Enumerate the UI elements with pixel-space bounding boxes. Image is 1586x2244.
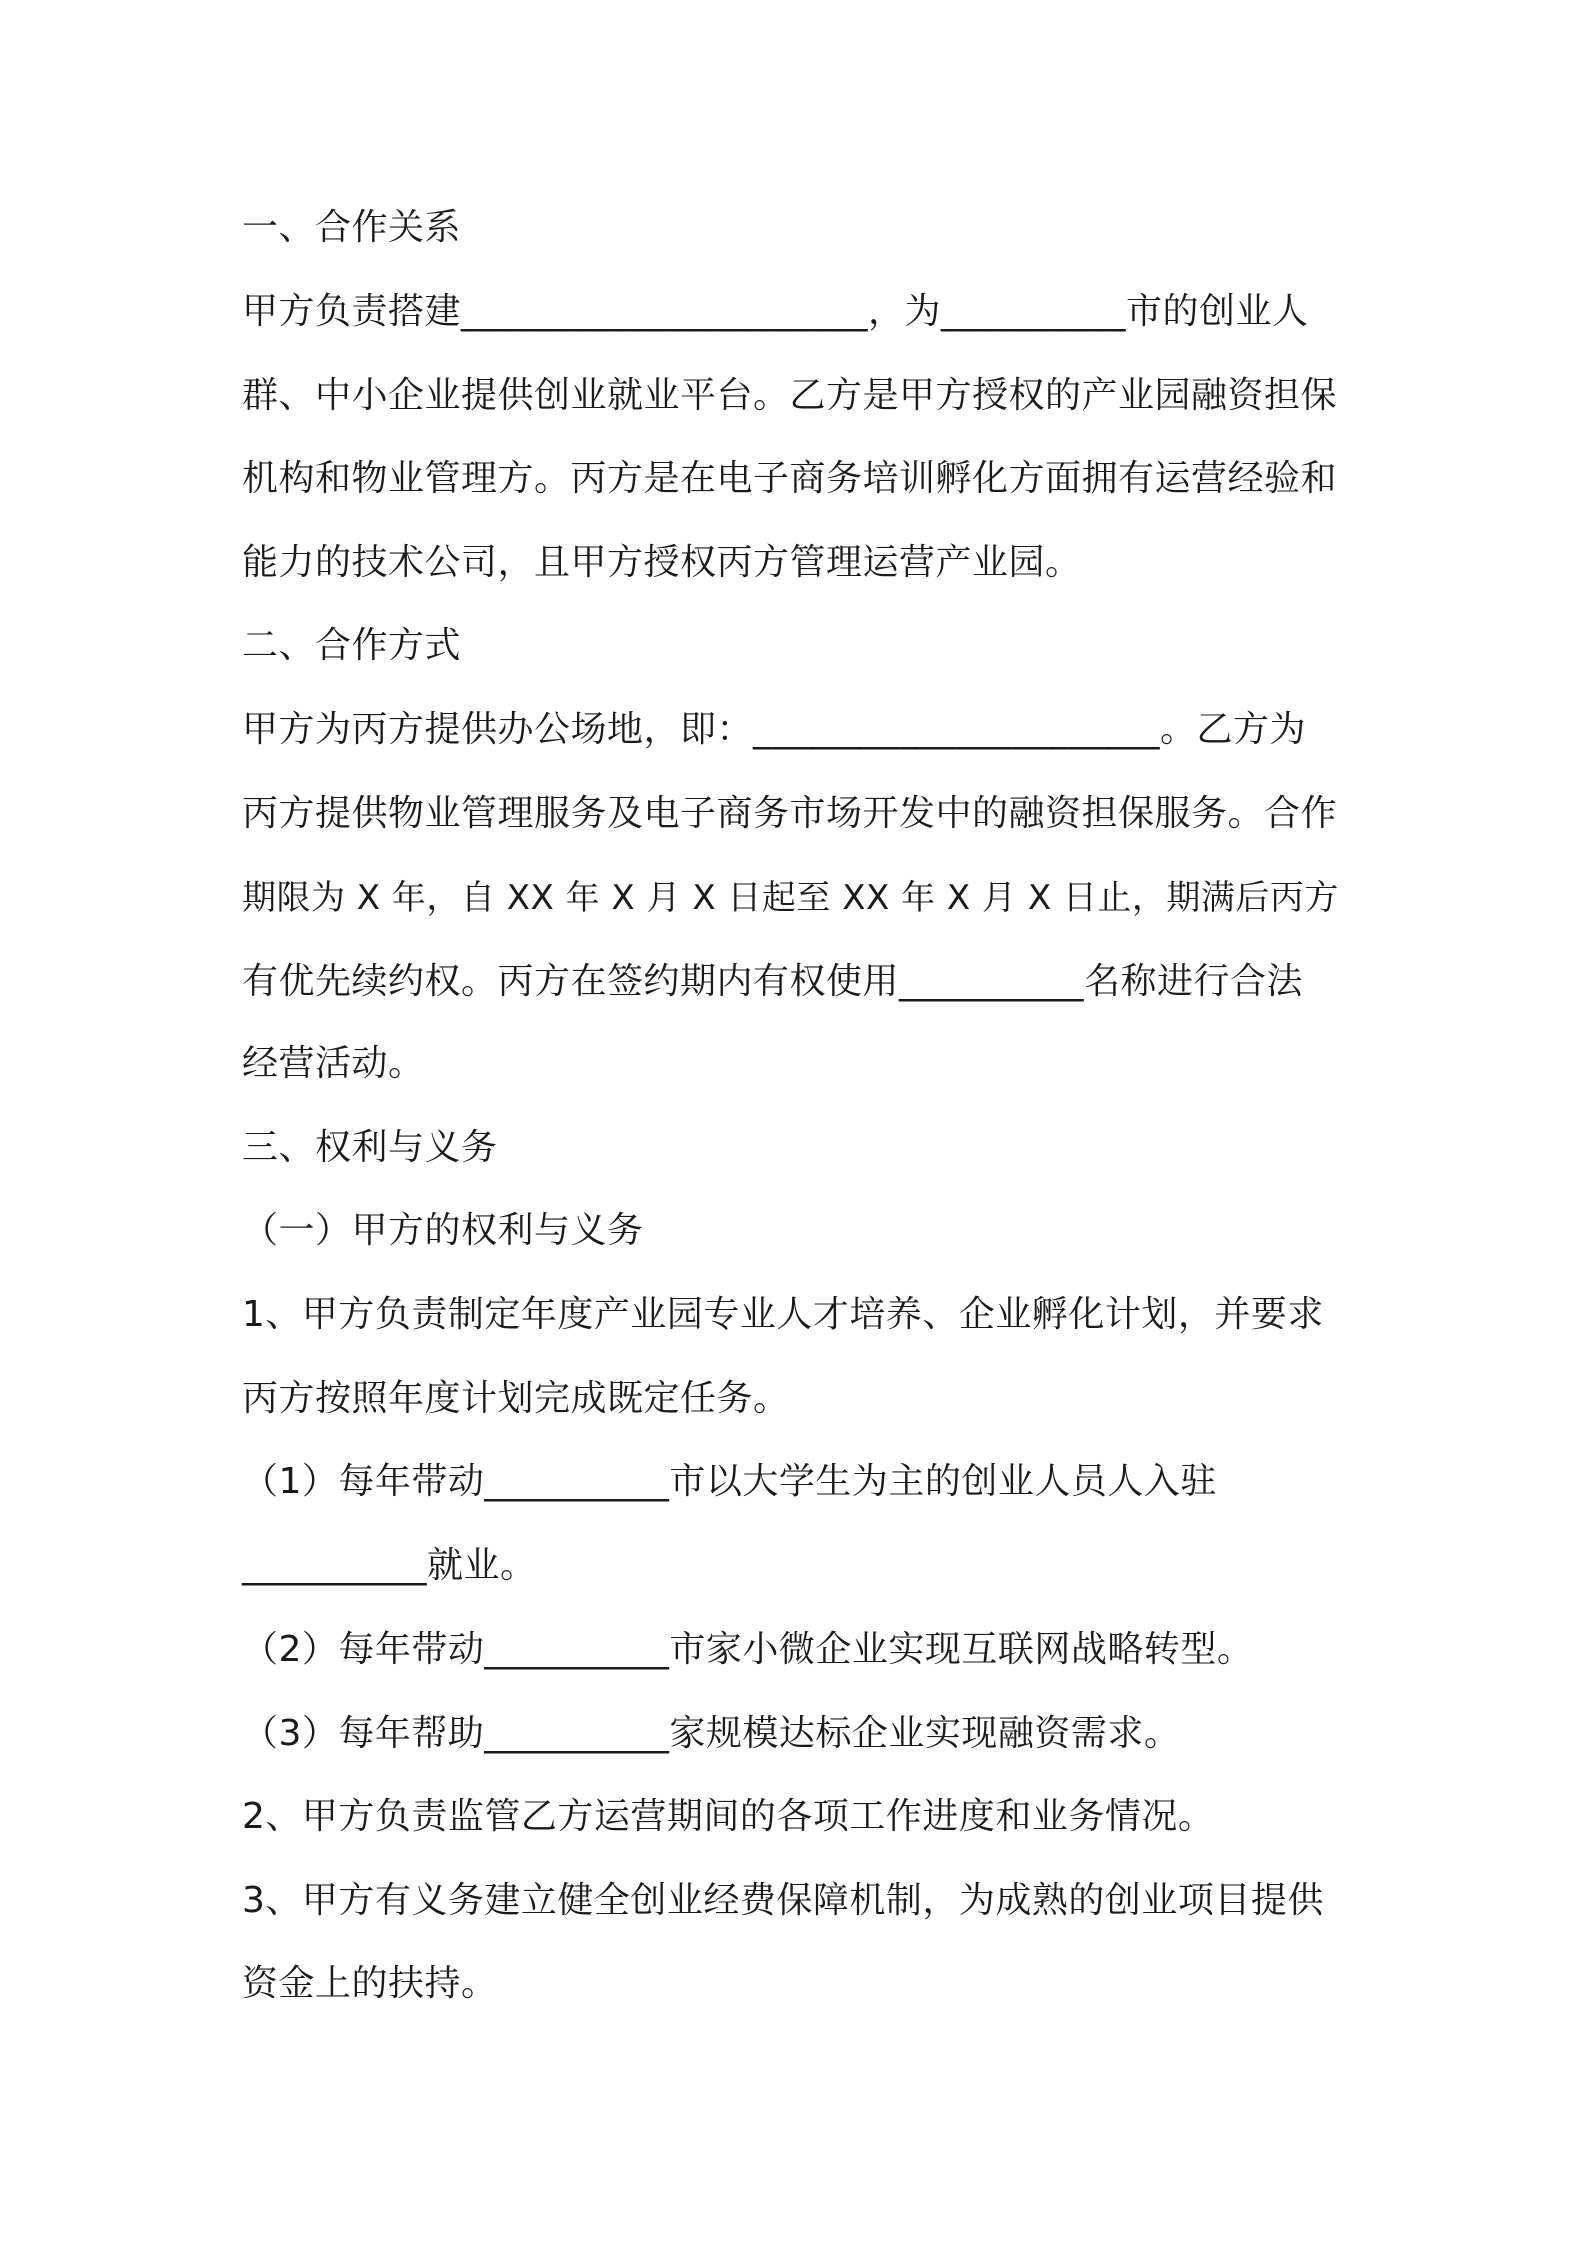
paragraph-line: 群、中小企业提供创业就业平台。乙方是甲方授权的产业园融资担保 (242, 375, 1338, 416)
paragraph-line: 2、甲方负责监管乙方运营期间的各项工作进度和业务情况。 (242, 1796, 1215, 1837)
heading-rights-obligations: 三、权利与义务 (242, 1127, 498, 1168)
heading-cooperation-relationship: 一、合作关系 (242, 207, 462, 248)
paragraph-line: 3、甲方有义务建立健全创业经费保障机制，为成熟的创业项目提供 (242, 1880, 1324, 1921)
paragraph-line: 甲方负责搭建______________________，为__________市的创业人 (242, 291, 1309, 332)
paragraph-line: 丙方提供物业管理服务及电子商务市场开发中的融资担保服务。合作 (242, 793, 1338, 834)
paragraph-line: 甲方为丙方提供办公场地，即：______________________。乙方为 (242, 709, 1307, 750)
list-item: （2）每年带动__________市家小微企业实现互联网战略转型。 (242, 1629, 1254, 1670)
subheading-party-a: （一）甲方的权利与义务 (242, 1210, 644, 1251)
list-item: （1）每年带动__________市以大学生为主的创业人员人入驻 (242, 1461, 1217, 1502)
paragraph-line: 资金上的扶持。 (242, 1963, 498, 2004)
paragraph-line: 1、甲方负责制定年度产业园专业人才培养、企业孵化计划，并要求 (242, 1294, 1324, 1335)
paragraph-line: 能力的技术公司，且甲方授权丙方管理运营产业园。 (242, 542, 1082, 583)
paragraph-line: 丙方按照年度计划完成既定任务。 (242, 1378, 790, 1419)
paragraph-line: 经营活动。 (242, 1043, 425, 1084)
paragraph-line: 期限为 X 年，自 XX 年 X 月 X 日起至 XX 年 X 月 X 日止，期满后丙方 (242, 878, 1339, 918)
list-item-continuation: __________就业。 (242, 1545, 537, 1586)
paragraph-line: 机构和物业管理方。丙方是在电子商务培训孵化方面拥有运营经验和 (242, 458, 1338, 499)
list-item: （3）每年帮助__________家规模达标企业实现融资需求。 (242, 1713, 1181, 1754)
paragraph-line: 有优先续约权。丙方在签约期内有权使用__________名称进行合法 (242, 961, 1304, 1002)
heading-cooperation-method: 二、合作方式 (242, 625, 462, 666)
